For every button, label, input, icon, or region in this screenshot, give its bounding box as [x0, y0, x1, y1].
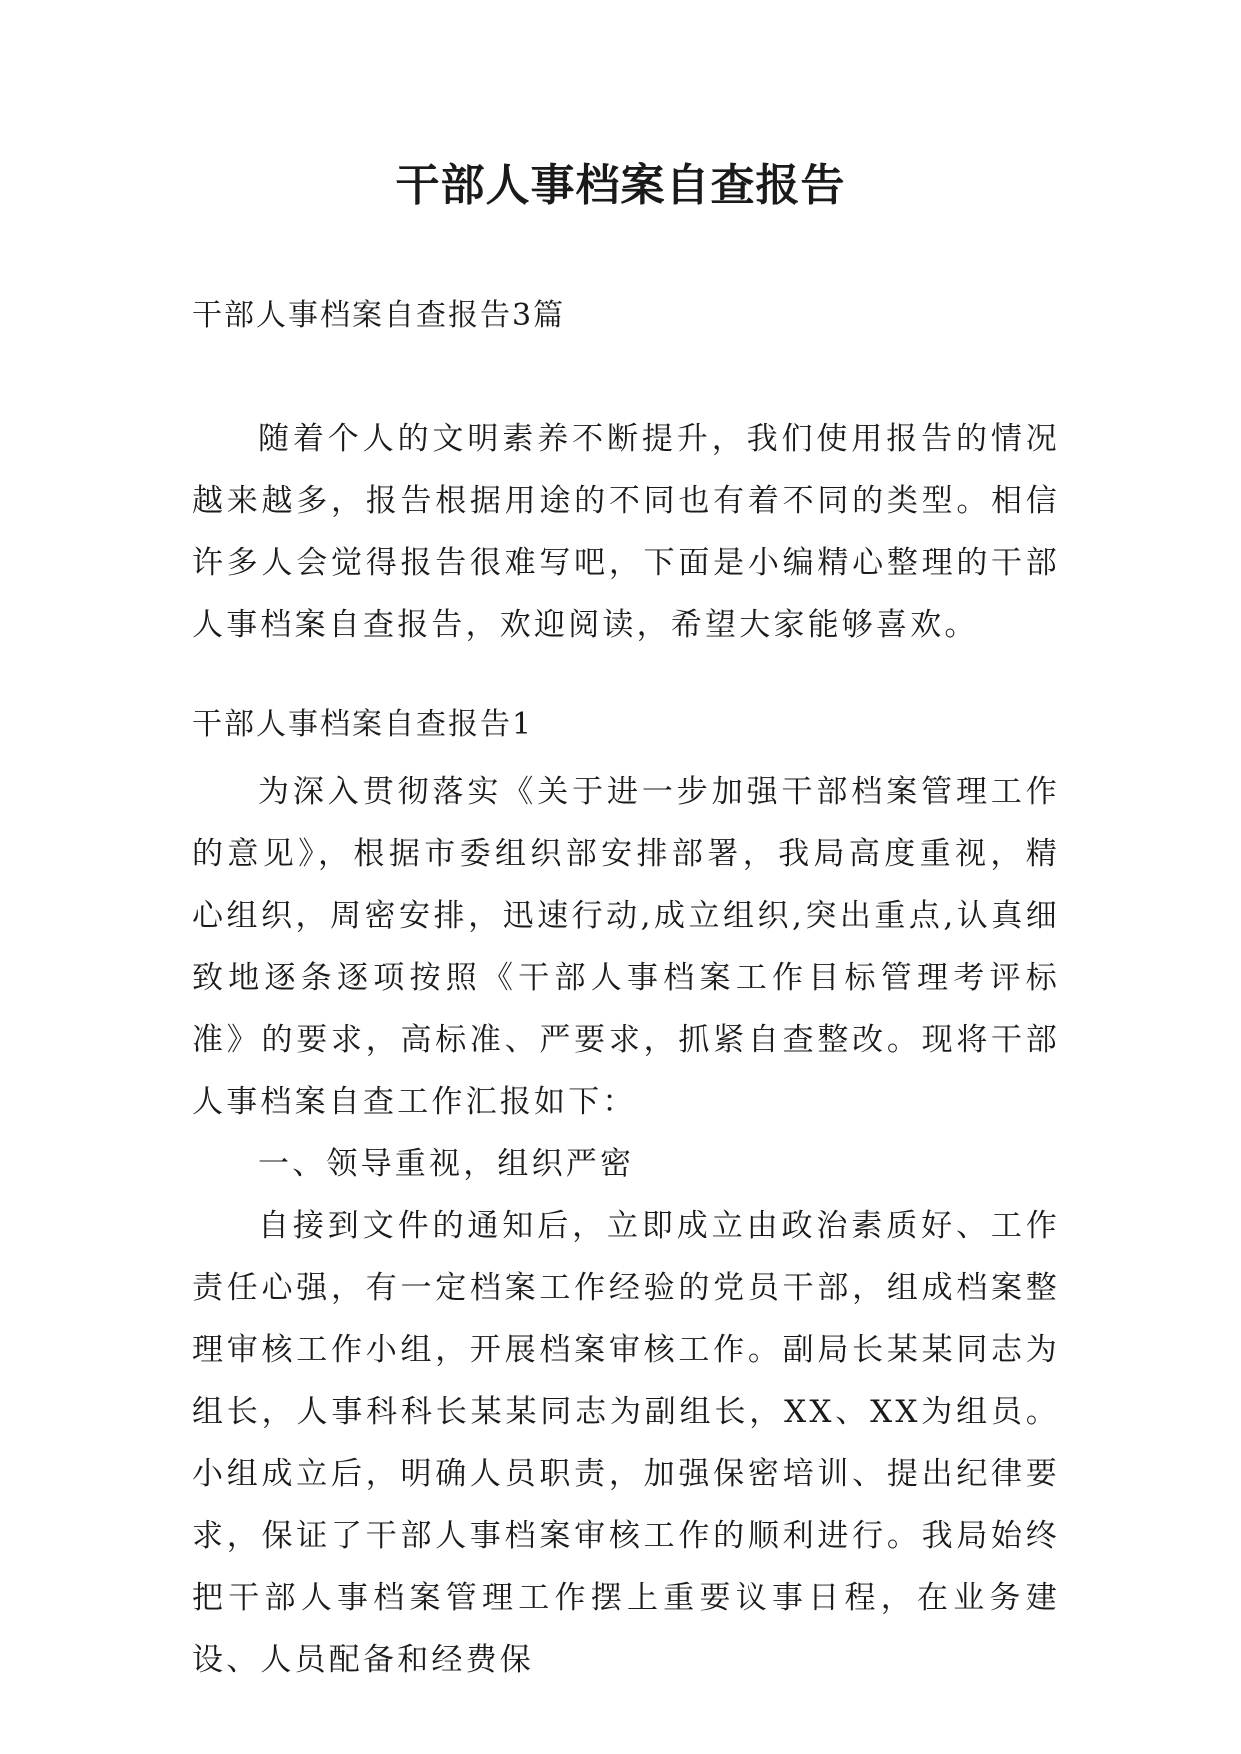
- document-subtitle: 干部人事档案自查报告3篇: [192, 298, 566, 333]
- document-title: 干部人事档案自查报告: [395, 160, 846, 211]
- intro-paragraph: 随着个人的文明素养不断提升，我们使用报告的情况越来越多，报告根据用途的不同也有着不同的类型。相信许多人会觉得报告很难写吧，下面是小编精心整理的干部人事档案自查报告，欢迎阅读，希望大家能够喜欢。: [192, 421, 1060, 643]
- report-body: [192, 761, 1060, 1691]
- section-heading-leadership: 一、领导重视，组织严密: [258, 1146, 635, 1182]
- section-heading-report-1: 干部人事档案自查报告1: [192, 707, 534, 742]
- body-paragraph: 自接到文件的通知后，立即成立由政治素质好、工作责任心强，有一定档案工作经验的党员干部，组成档案整理审核工作小组，开展档案审核工作。副局长某某同志为组长，人事科科长某某同志为副组长，XX、XX为组员。小组成立后，明确人员职责，加强保密培训、提出纪律要求，保证了干部人事档案审核工作的顺利进行。我局始终把干部人事档案管理工作摆上重要议事日程，在业务建设、人员配备和经费保: [192, 1208, 1060, 1678]
- body-paragraph: 为深入贯彻落实《关于进一步加强干部档案管理工作的意见》，根据市委组织部安排部署，我局高度重视，精心组织，周密安排，迅速行动,成立组织,突出重点,认真细致地逐条逐项按照《干部人事档案工作目标管理考评标准》的要求，高标准、严要求，抓紧自查整改。现将干部人事档案自查工作汇报如下：: [192, 774, 1060, 1120]
